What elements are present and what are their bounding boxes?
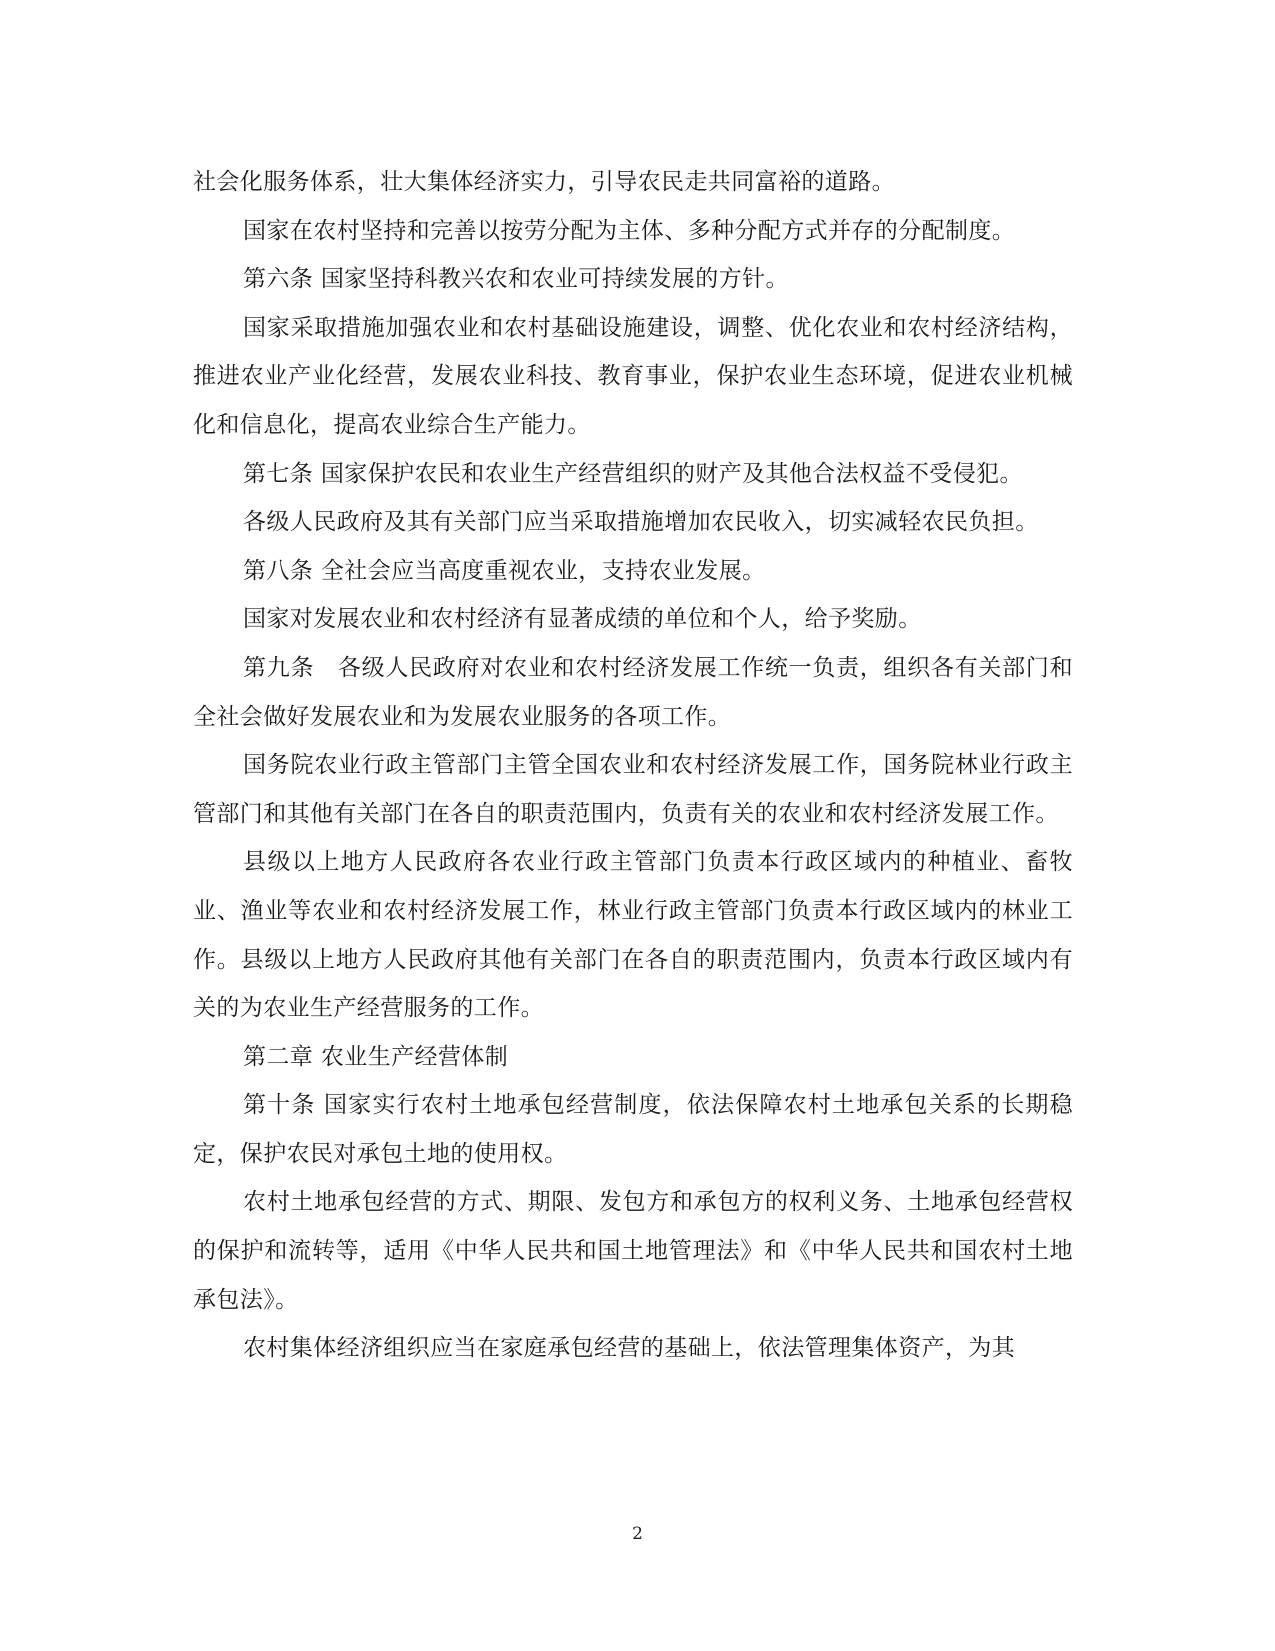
paragraph: 国家在农村坚持和完善以按劳分配为主体、多种分配方式并存的分配制度。 [243,217,1016,244]
paragraph: 各级人民政府及其有关部门应当采取措施增加农民收入，切实减轻农民负担。 [243,509,1039,536]
page-number: 2 [632,1524,643,1544]
paragraph: 县级以上地方人民政府各农业行政主管部门负责本行政区域内的种植业、畜牧业、渔业等农业和农村经济发展工作，林业行政主管部门负责本行政区域内的林业工作。县级以上地方人民政府其他有关部门在各自的职责范围内，负责本行政区域内有关的为农业生产经营服务的工作。 [193,849,1073,1022]
body-text [193,158,1073,1373]
paragraph: 农村土地承包经营的方式、期限、发包方和承包方的权利义务、土地承包经营权的保护和流转等，适用《中华人民共和国土地管理法》和《中华人民共和国农村土地承包法》。 [193,1189,1073,1313]
paragraph: 国家采取措施加强农业和农村基础设施建设，调整、优化农业和农村经济结构，推进农业产业化经营，发展农业科技、教育事业，保护农业生态环境，促进农业机械化和信息化，提高农业综合生产能力。 [193,314,1073,438]
paragraph: 社会化服务体系，壮大集体经济实力，引导农民走共同富裕的道路。 [193,169,895,195]
paragraph: 农村集体经济组织应当在家庭承包经营的基础上，依法管理集体资产，为其 [243,1335,1016,1362]
article-6-heading: 第六条 国家坚持科教兴农和农业可持续发展的方针。 [243,266,789,293]
paragraph: 国家对发展农业和农村经济有显著成绩的单位和个人，给予奖励。 [243,606,922,633]
article-10-heading: 第十条 国家实行农村土地承包经营制度，依法保障农村土地承包关系的长期稳定，保护农民对承包土地的使用权。 [193,1092,1073,1167]
paragraph: 国务院农业行政主管部门主管全国农业和农村经济发展工作，国务院林业行政主管部门和其他有关部门在各自的职责范围内，负责有关的农业和农村经济发展工作。 [193,752,1073,827]
article-9-heading: 第九条 各级人民政府对农业和农村经济发展工作统一负责，组织各有关部门和全社会做好发展农业和为发展农业服务的各项工作。 [193,654,1073,730]
chapter-2-heading: 第二章 农业生产经营体制 [243,1043,509,1070]
article-8-heading: 第八条 全社会应当高度重视农业，支持农业发展。 [243,557,766,584]
article-7-heading: 第七条 国家保护农民和农业生产经营组织的财产及其他合法权益不受侵犯。 [243,460,1023,487]
